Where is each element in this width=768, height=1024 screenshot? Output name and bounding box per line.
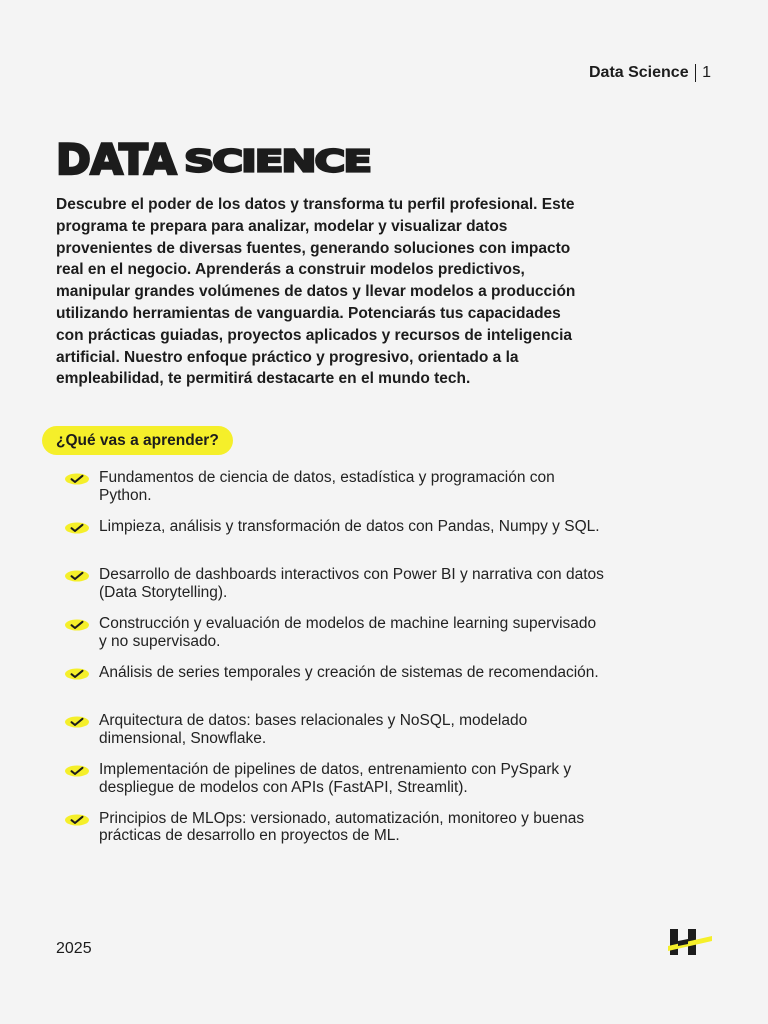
list-item-text: Desarrollo de dashboards interactivos con Power BI y narrativa con datos (Data Storytelling). — [99, 566, 604, 601]
intro-paragraph: Descubre el poder de los datos y transforma tu perfil profesional. Este programa te prepara para analizar, modelar y visualizar datos provenientes de diversas fuentes, generando soluciones con impacto real en el negocio. Aprenderás a construir modelos predictivos, manipular grandes volúmenes de datos y llevar modelos a producción utilizando herramientas de vanguardia. Potenciarás tus capacidades con prácticas guiadas, proyectos aplicados y recursos de inteligencia artificial. Nuestro enfoque práctico y progresivo, orientado a la empleabilidad, te permitirá destacarte en el mundo tech. — [56, 196, 576, 388]
title-word-science: SCIENCE — [184, 143, 371, 179]
page-number: 1 — [702, 64, 711, 81]
list-item — [64, 810, 604, 859]
check-icon — [64, 813, 90, 827]
title-word-data: DATA — [56, 135, 177, 184]
header-divider — [695, 64, 697, 82]
list-item — [64, 615, 604, 664]
check-icon — [64, 715, 90, 729]
footer-year: 2025 — [56, 940, 92, 957]
list-item-text: Principios de MLOps: versionado, automatización, monitoreo y buenas prácticas de desarrollo en proyectos de ML. — [99, 809, 585, 845]
list-item-text: Limpieza, análisis y transformación de datos con Pandas, Numpy y SQL. — [99, 517, 600, 535]
list-item-text: Implementación de pipelines de datos, entrenamiento con PySpark y despliegue de modelos con APIs (FastAPI, Streamlit). — [99, 761, 572, 796]
list-item-text: Arquitectura de datos: bases relacionales y NoSQL, modelado dimensional, Snowflake. — [99, 712, 528, 747]
section-name: Data Science — [588, 64, 689, 81]
list-item — [64, 469, 604, 518]
learning-list — [64, 469, 604, 859]
list-item — [64, 518, 604, 567]
list-item-text: Fundamentos de ciencia de datos, estadística y programación con Python. — [99, 469, 555, 504]
check-icon — [64, 764, 90, 778]
list-item — [64, 566, 604, 615]
check-icon — [64, 521, 90, 535]
check-icon — [64, 472, 90, 486]
list-item — [64, 712, 604, 761]
list-item-text: Análisis de series temporales y creación de sistemas de recomendación. — [99, 663, 599, 681]
check-icon — [64, 569, 90, 583]
header-tag — [589, 64, 711, 82]
list-item — [64, 664, 604, 713]
check-icon — [64, 618, 90, 632]
learn-heading-badge: ¿Qué vas a aprender? — [42, 426, 233, 455]
brand-logo-icon — [668, 928, 712, 956]
page-title — [56, 135, 371, 184]
list-item — [64, 761, 604, 810]
list-item-text: Construcción y evaluación de modelos de machine learning supervisado y no supervisado. — [99, 615, 597, 650]
check-icon — [64, 667, 90, 681]
